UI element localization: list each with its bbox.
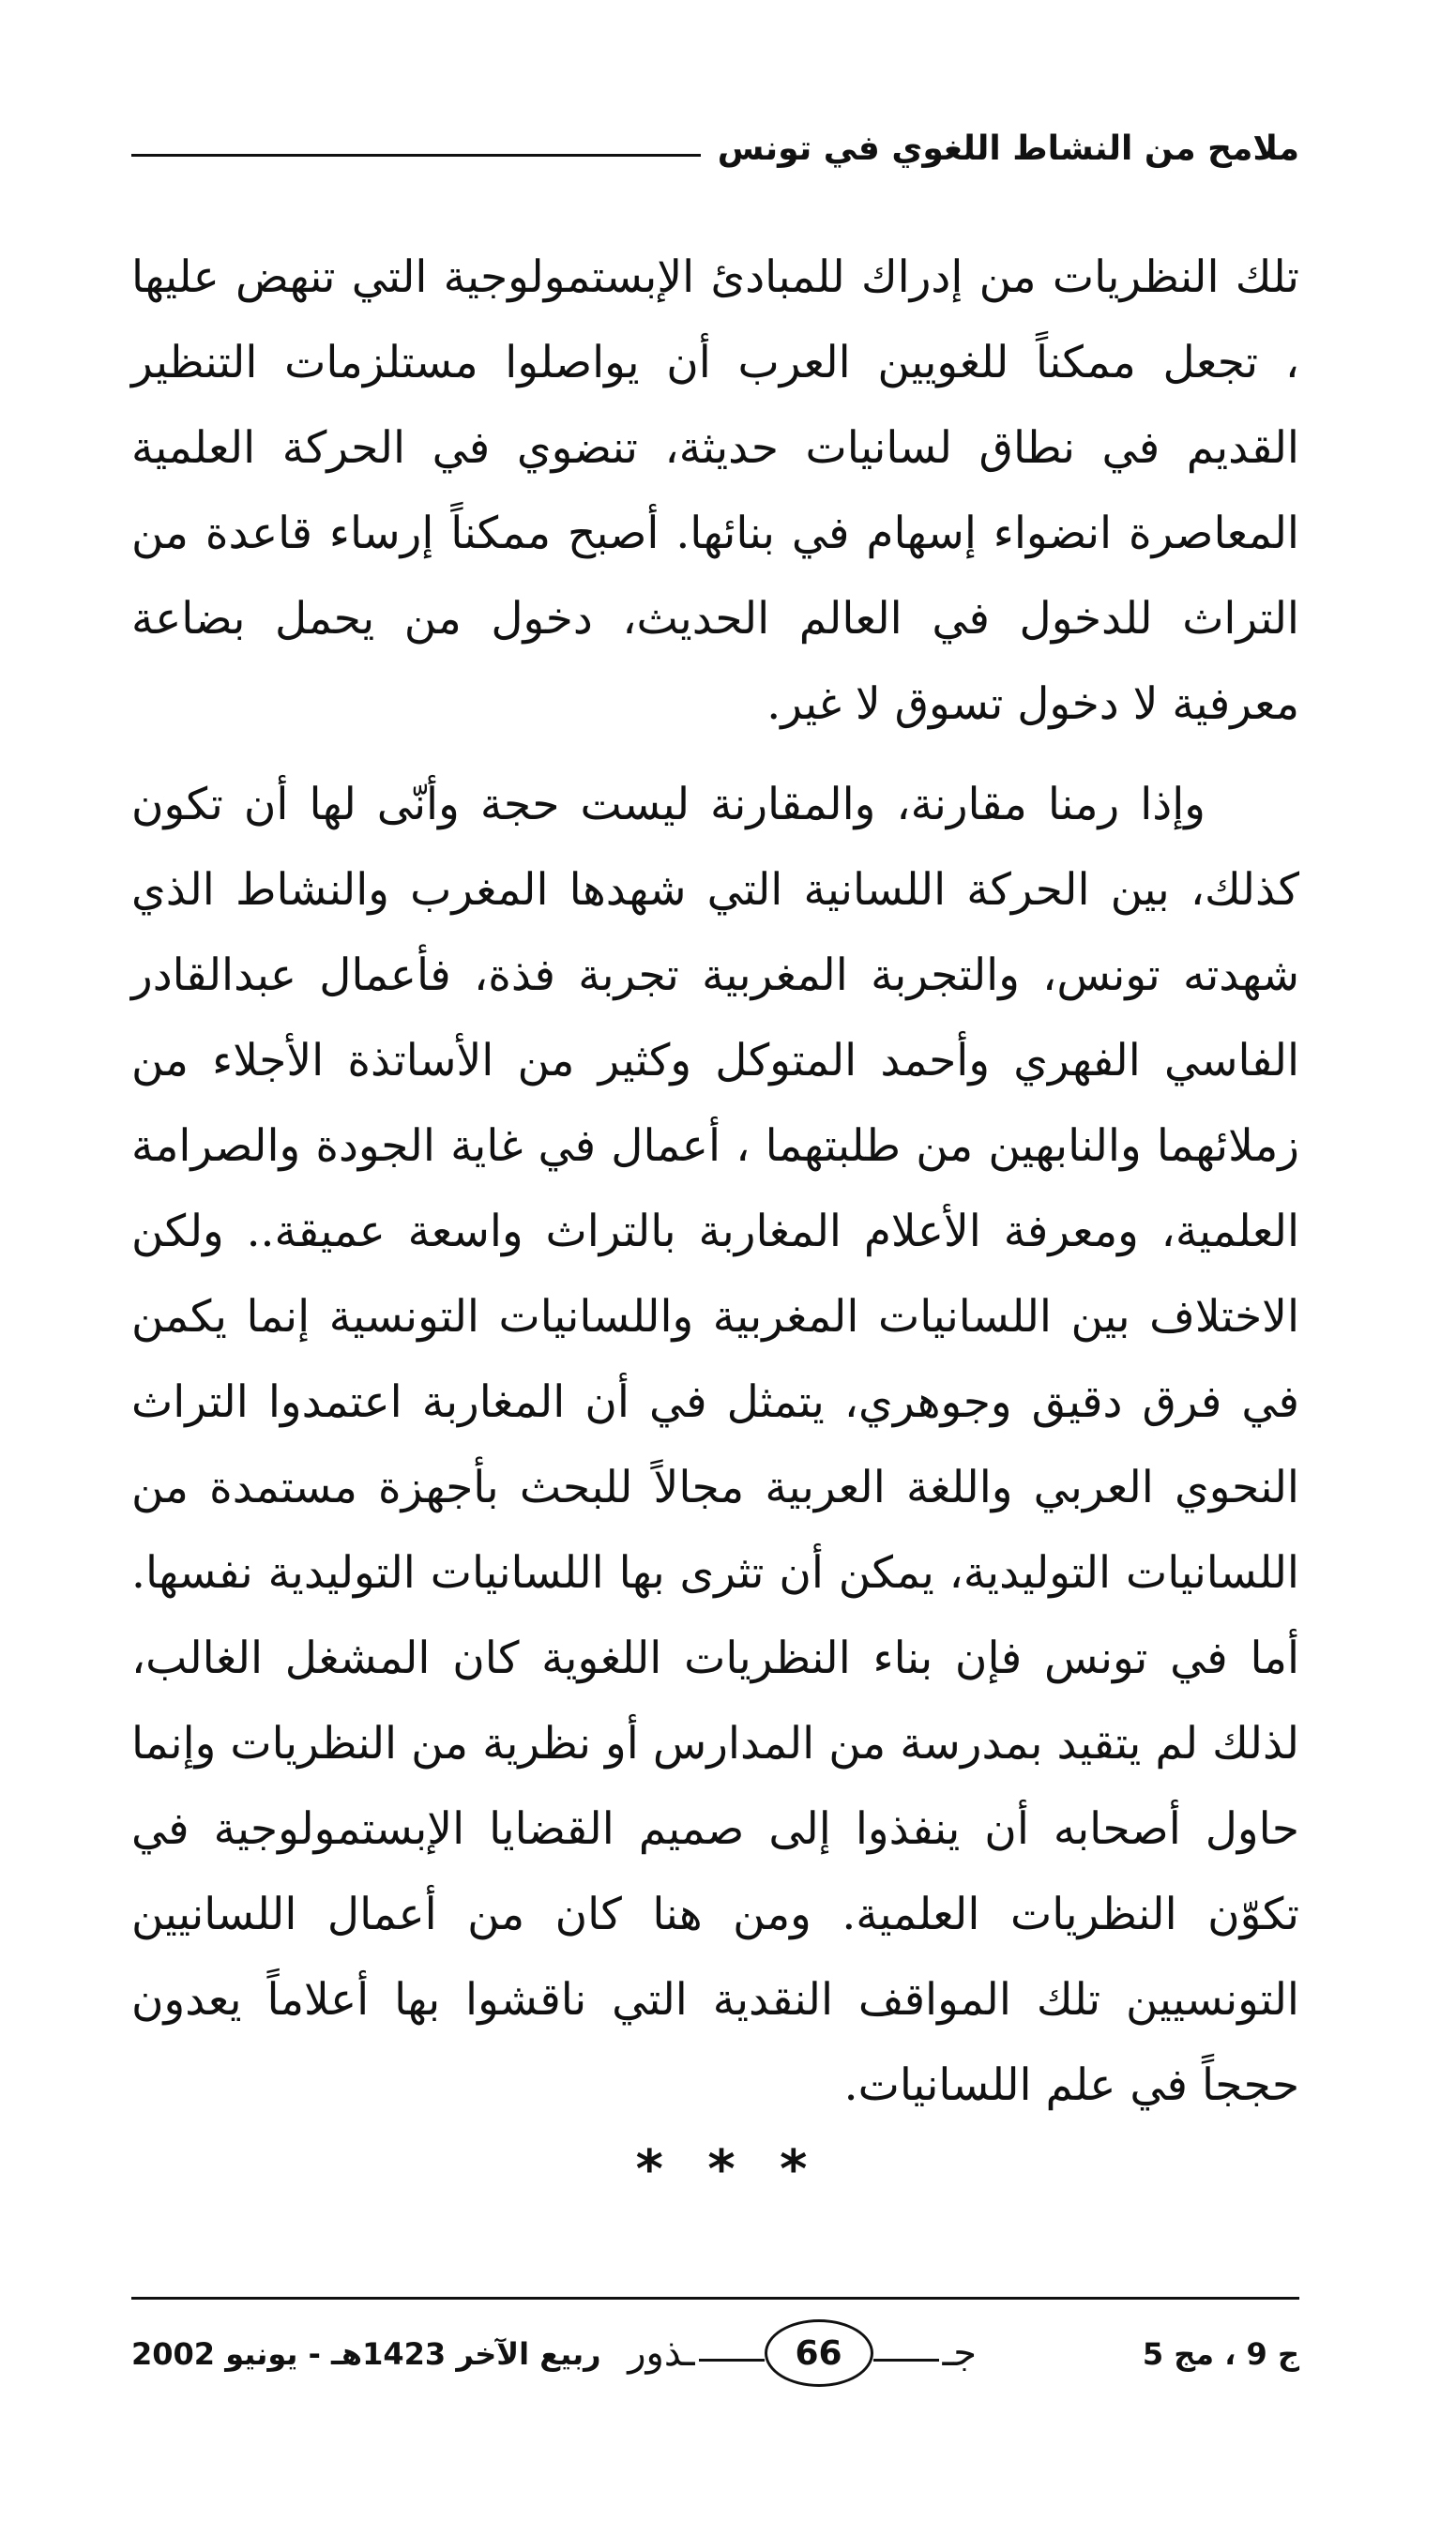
journal-name-start: جـ bbox=[942, 2332, 977, 2375]
footer-date: ربيع الآخر 1423هـ - يونيو 2002 bbox=[131, 2336, 601, 2372]
footer-rule bbox=[131, 2297, 1299, 2300]
page-number: 66 bbox=[765, 2319, 873, 2387]
footer-issue: ج 9 ، مج 5 bbox=[1142, 2336, 1299, 2372]
paragraph-2: وإذا رمنا مقارنة، والمقارنة ليست حجة وأنّى لها أن تكون كذلك، بين الحركة اللسانية التي شهدها المغرب والنشاط الذي شهدته تونس، والتجربة المغربية تجربة فذة، فأعمال عبدالقادر الفاسي الفهري وأحمد المتوكل وكثير من الأساتذة الأجلاء من زملائهما والنابهين من طلبتهما ، أعمال في غاية الجودة والصرامة العلمية، ومعرفة الأعلام المغاربة بالتراث واسعة عميقة.. ولكن الاختلاف بين اللسانيات المغربية واللسانيات التونسية إنما يكمن في فرق دقيق وجوهري، يتمثل في أن المغاربة اعتمدوا التراث النحوي العربي واللغة العربية مجالاً للبحث بأجهزة مستمدة من اللسانيات التوليدية، يمكن أن تثرى بها اللسانيات التوليدية نفسها. أما في تونس فإن بناء النظريات اللغوية كان المشغل الغالب، لذلك لم يتقيد بمدرسة من المدارس أو نظرية من النظريات وإنما حاول أصحابه أن ينفذوا إلى صميم القضايا الإبستمولوجية في تكوّن النظريات العلمية. ومن هنا كان من أعمال اللسانيين التونسيين تلك المواقف النقدية التي ناقشوا بها أعلاماً يعدون حججاً في علم اللسانيات. bbox=[131, 779, 1299, 2111]
running-header bbox=[131, 120, 1299, 176]
paragraph-1: تلك النظريات من إدراك للمبادئ الإبستمولوجية التي تنهض عليها ، تجعل ممكناً للغويين العرب أن يواصلوا مستلزمات التنظير القديم في نطاق لسانيات حديثة، تنضوي في الحركة العلمية المعاصرة انضواء إسهام في بنائها. أصبح ممكناً إرساء قاعدة من التراث للدخول في العالم الحديث، دخول من يحمل بضاعة معرفية لا دخول تسوق لا غير. bbox=[131, 251, 1299, 730]
journal-name-end: ـذور bbox=[628, 2332, 695, 2375]
body-text bbox=[131, 235, 1299, 2128]
journal-name-line bbox=[873, 2359, 939, 2362]
header-rule bbox=[131, 154, 701, 157]
journal-name-line bbox=[699, 2359, 765, 2362]
page-footer bbox=[131, 2310, 1299, 2404]
running-header-title: ملامح من النشاط اللغوي في تونس bbox=[717, 129, 1299, 168]
footer-journal-name bbox=[624, 2316, 980, 2391]
section-separator: * * * bbox=[635, 2139, 821, 2200]
